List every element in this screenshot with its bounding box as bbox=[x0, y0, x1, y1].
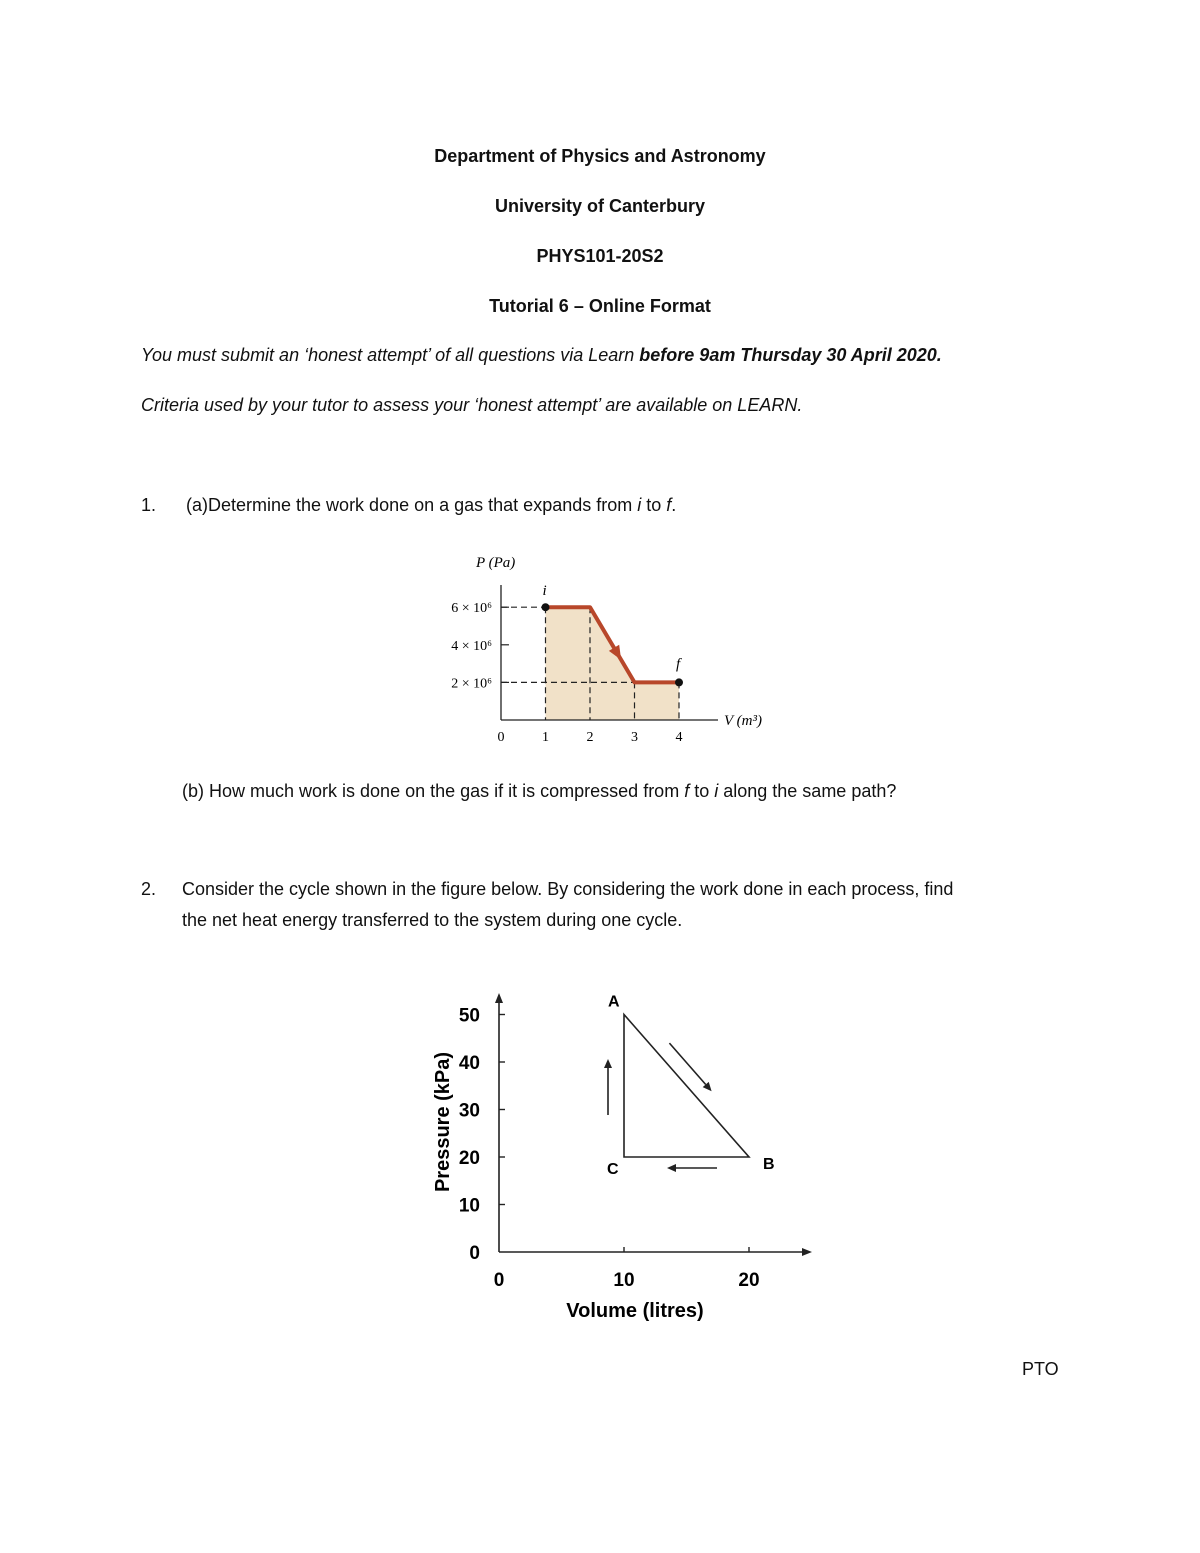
question-1-number: 1. bbox=[141, 495, 157, 515]
y-tick-label: 0 bbox=[469, 1243, 480, 1264]
x-tick-label: 0 bbox=[493, 1270, 505, 1291]
department-heading: Department of Physics and Astronomy bbox=[434, 146, 766, 166]
question-1b-text: (b) How much work is done on the gas if it is compressed from f to i along the same path? bbox=[182, 781, 897, 801]
y-axis-label: P (Pa) bbox=[476, 555, 516, 571]
work-area-fill bbox=[546, 607, 680, 720]
arrow-a-to-b bbox=[669, 1043, 711, 1091]
y-ticks bbox=[459, 1006, 505, 1265]
question-1a-text: (a)Determine the work done on a gas that expands from i to f. bbox=[186, 495, 677, 515]
criteria-instruction: Criteria used by your tutor to assess your ‘honest attempt’ are available on LEARN. bbox=[141, 395, 803, 415]
tutorial-title: Tutorial 6 – Online Format bbox=[489, 296, 711, 316]
submission-deadline: before 9am Thursday 30 April 2020. bbox=[639, 345, 942, 365]
point-b-label: B bbox=[763, 1156, 775, 1173]
y-tick-label: 20 bbox=[458, 1148, 480, 1169]
y-tick-label: 40 bbox=[458, 1053, 480, 1074]
x-tick-label: 0 bbox=[497, 730, 505, 745]
pv-diagram-q1 bbox=[420, 545, 780, 750]
x-tick-label: 10 bbox=[613, 1270, 635, 1291]
label-f: f bbox=[676, 656, 681, 673]
arrow-c-to-a bbox=[604, 1059, 612, 1115]
x-axis-arrowhead bbox=[802, 1248, 812, 1256]
cycle-path bbox=[624, 1015, 749, 1158]
point-f bbox=[675, 678, 683, 686]
point-i bbox=[542, 603, 550, 611]
question-2-line-1: Consider the cycle shown in the figure below. By considering the work done in each process, find bbox=[182, 879, 954, 899]
y-tick-label: 10 bbox=[458, 1195, 480, 1217]
y-tick-label: 2 × 10⁶ bbox=[451, 676, 492, 692]
point-a-label: A bbox=[608, 993, 620, 1011]
process-direction-arrows bbox=[604, 1043, 717, 1172]
y-tick-label: 50 bbox=[458, 1005, 480, 1027]
y-tick-label: 30 bbox=[458, 1100, 480, 1122]
question-2-number: 2. bbox=[141, 879, 157, 899]
arrow-b-to-c bbox=[667, 1164, 717, 1172]
point-c-label: C bbox=[607, 1161, 619, 1178]
x-tick-label: 4 bbox=[675, 730, 683, 745]
course-code: PHYS101-20S2 bbox=[536, 246, 664, 266]
y-ticks bbox=[451, 601, 509, 691]
y-tick-label: 4 × 10⁶ bbox=[451, 638, 492, 654]
x-tick-label: 2 bbox=[586, 730, 594, 745]
x-tick-label: 20 bbox=[738, 1270, 760, 1291]
submission-instruction bbox=[141, 344, 942, 366]
university-heading: University of Canterbury bbox=[494, 196, 706, 216]
x-axis-label: Volume (litres) bbox=[566, 1300, 704, 1322]
x-tick-label: 3 bbox=[631, 730, 638, 745]
x-tick-label: 1 bbox=[542, 730, 549, 745]
y-axis-arrowhead bbox=[495, 993, 503, 1003]
y-tick-label: 6 × 10⁶ bbox=[451, 601, 492, 617]
submission-text: You must submit an ‘honest attempt’ of all questions via Learn bbox=[141, 345, 640, 365]
question-2-line-2: the net heat energy transferred to the system during one cycle. bbox=[182, 910, 683, 930]
please-turn-over: PTO bbox=[1022, 1359, 1059, 1379]
y-axis-label: Pressure (kPa) bbox=[432, 1051, 454, 1193]
label-i: i bbox=[542, 583, 547, 600]
x-axis-label: V (m³) bbox=[724, 713, 762, 729]
x-ticks bbox=[494, 1247, 760, 1291]
x-ticks bbox=[498, 730, 683, 745]
pv-cycle-diagram-q2 bbox=[420, 985, 830, 1330]
